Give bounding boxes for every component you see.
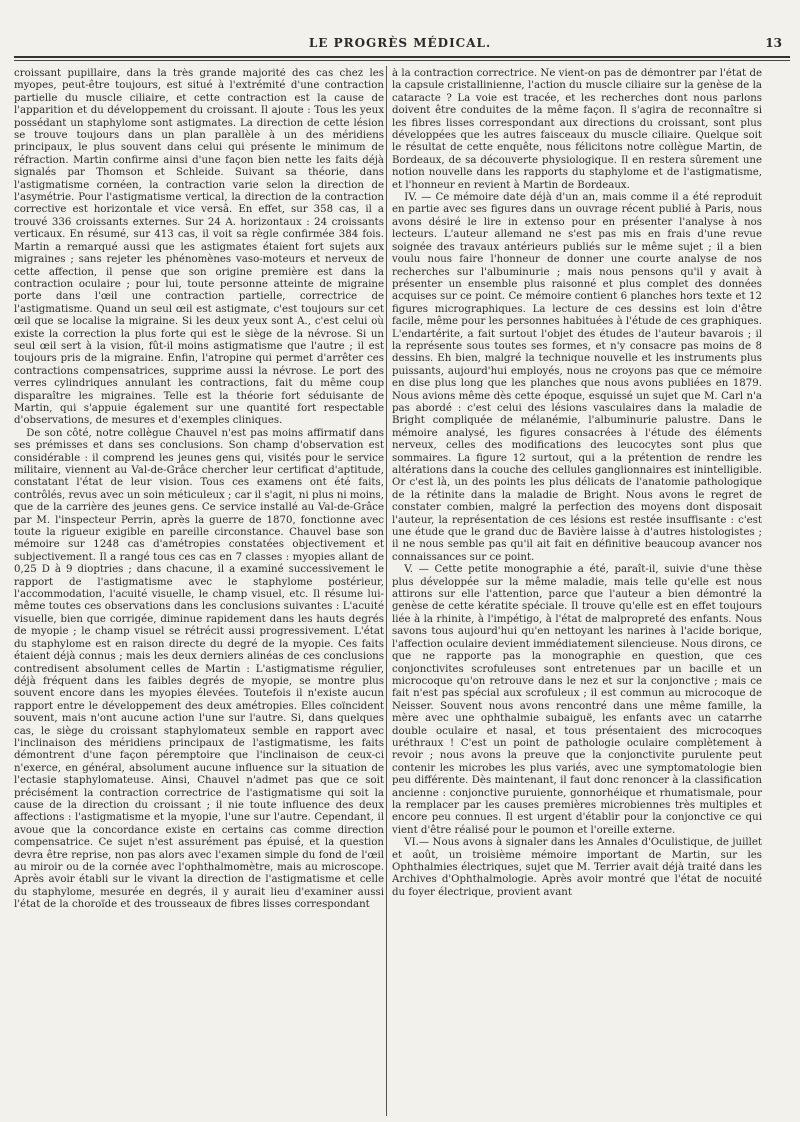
- page-number: 13: [765, 36, 782, 50]
- paragraph: croissant pupillaire, dans la très grande majorité des cas chez les myopes, peut-être toujours, est situé à l'extrémité d'une contraction partielle du muscle ciliaire, et cette contraction est la cause de l'apparition et du développement du croissant. Il ajoute : Tous les yeux possédant un staphylome sont astigmates. La direction de cette lésion se trouve toujours dans un plan parallèle à un des méridiens principaux, le plus souvent dans celui qui présente le minimum de réfraction. Martin confirme ainsi d'une façon bien nette les faits déjà signalés par Thomson et Schleide. Suivant sa théorie, dans l'astigmatisme cornéen, la contraction varie selon la direction de l'asymétrie. Pour l'astigmatisme vertical, la direction de la contraction corrective est horizontale et vice versâ. En effet, sur 358 cas, il a trouvé 336 croissants externes. Sur 24 A. horizontaux : 24 croissants verticaux. En résumé, sur 413 cas, il voit sa règle confirmée 384 fois. Martin a remarqué aussi que les astigmates étaient fort sujets aux migraines ; sans rejeter les phénomènes vaso-moteurs et nerveux de cette affection, il pense que son origine première est dans la contraction oculaire ; pour lui, toute personne atteinte de migraine porte dans l'œil une contraction partielle, correctrice de l'astigmatisme. Quand un seul œil est astigmate, c'est toujours sur cet œil que se localise la migraine. Si les deux yeux sont A., c'est celui où existe la correction la plus forte qui est le siège de la névrose. Si un seul œil sert à la vision, fût-il moins astigmatisme que l'autre ; il est toujours pris de la migraine. Enfin, l'atropine qui permet d'arrêter ces contractions compensatrices, supprime aussi la névrose. Le port des verres cylindriques annulant les contractions, fait du même coup disparaître les migraines. Telle est la théorie fort séduisante de Martin, qui s'appuie également sur une quantité fort respectable d'observations, de mesures et d'exemples cliniques.: [14, 68, 384, 427]
- page-header: [0, 0, 800, 62]
- header-rule-thin: [14, 60, 790, 61]
- paragraph: IV. — Ce mémoire date déjà d'un an, mais comme il a été reproduit en partie avec ses figures dans un ouvrage récent publié à Paris, nous avons désiré le lire in extenso pour en présenter l'analyse à nos lecteurs. L'auteur allemand ne s'est pas mis en frais d'une revue soignée des travaux antérieurs publiés sur le même sujet ; il a bien voulu nous faire l'honneur de donner une courte analyse de nos recherches sur l'albuminurie ; mais nous pensons qu'il y avait à présenter un ensemble plus raisonné et plus complet des données acquises sur ce point. Ce mémoire contient 6 planches hors texte et 12 figures micrographiques. La lecture de ces dessins est loin d'être facile, même pour les personnes habituées à l'étude de ces graphiques. L'endartérite, a fait surtout l'objet des études de l'auteur bavarois ; il la représente sous toutes ses formes, et n'y consacre pas moins de 8 dessins. Eh bien, malgré la technique nouvelle et les instruments plus puissants, aujourd'hui employés, nous ne croyons pas que ce mémoire en dise plus long que les planches que nous avons publiées en 1879. Nous avions même dès cette époque, esquissé un sujet que M. Carl n'a pas abordé : c'est celui des lésions vasculaires dans la maladie de Bright compliquée de mélanémie, l'albuminurie palustre. Dans le mémoire analysé, les figures consacrées à l'étude des éléments nerveux, celles des modifications des leucocytes sont plus que sommaires. La figure 12 surtout, qui a la prétention de rendre les altérations dans la couche des cellules ganglionnaires est inintelligible. Or c'est là, un des points les plus délicats de l'anatomie pathologique de la rétinite dans la maladie de Bright. Nous avons le regret de constater combien, malgré la perfection des moyens dont disposait l'auteur, la représentation de ces lésions est restée insuffisante : c'est une étude que le grand duc de Bavière laisse à d'autres histologistes ; il ne nous semble pas qu'il ait fait en définitive beaucoup avancer nos connaissances sur ce point.: [392, 192, 762, 563]
- column-divider: [386, 66, 387, 1116]
- left-column: [14, 68, 384, 1118]
- journal-title: LE PROGRÈS MÉDICAL.: [308, 36, 492, 50]
- paragraph: à la contraction correctrice. Ne vient-on pas de démontrer par l'état de la capsule cristallinienne, l'action du muscle ciliaire sur la genèse de la cataracte ? La voie est tracée, et les recherches dont nous parlons doivent être conduites de la même façon. Il s'agira de reconnaître si les fibres lisses correspondant aux directions du croissant, sont plus développées que les autres faisceaux du muscle ciliaire. Quelque soit le résultat de cette enquête, nous félicitons notre collègue Martin, de Bordeaux, de sa découverte physiologique. Il en restera sûrement une notion nouvelle dans les rapports du staphylome et de l'astigmatisme, et l'honneur en revient à Martin de Bordeaux.: [392, 68, 762, 191]
- paragraph: V. — Cette petite monographie a été, paraît-il, suivie d'une thèse plus développée sur la même maladie, mais telle qu'elle est nous attirons sur elle l'attention, parce que l'auteur a bien démontré la genèse de cette kératite spéciale. Il trouve qu'elle est en effet toujours liée à la rhinite, à l'impétigo, à l'état de malpropreté des enfants. Nous savons tous aujourd'hui qu'en nettoyant les narines à l'acide borique, l'affection oculaire devient immédiatement silencieuse. Nous dirons, ce que ne rapporte pas la monographie en question, que ces conjonctivites scrofuleuses sont entretenues par un bacille et un microcoque qu'on retrouve dans le nez et sur la conjonctive ; mais ce fait n'est pas spécial aux scrofuleux ; il est commun au microcoque de Neisser. Souvent nous avons rencontré dans une même famille, la mère avec une ophthalmie subaiguë, les enfants avec un catarrhe double oculaire et nasal, et tous présentaient des microcoques uréthraux ! C'est un point de pathologie oculaire complètement à revoir ; nous avons la preuve que la conjonctivite purulente peut contenir les microbes les plus variés, avec une symptomatologie bien peu différente. Dès maintenant, il faut donc renoncer à la classification ancienne : conjonctive puruiente, gonnorhéique et rhumatismale, pour la remplacer par les causes premières microbiennes très multiples et encore peu connues. Il est urgent d'établir pour la conjonctive ce qui vient d'être réalisé pour le poumon et l'oreille externe.: [392, 564, 762, 836]
- header-rule: [14, 56, 790, 58]
- right-column: [392, 68, 762, 1118]
- paragraph: De son côté, notre collègue Chauvel n'est pas moins affirmatif dans ses prémisses et dans ses conclusions. Son champ d'observation est considérable : il comprend les jeunes gens qui, visités pour le service militaire, viennent au Val-de-Grâce chercher leur certificat d'aptitude, constatant l'état de leur vision. Tous ces examens ont été faits, contrôlés, revus avec un soin méticuleux ; car il s'agit, ni plus ni moins, que de la carrière des jeunes gens. Ce service installé au Val-de-Grâce par M. l'inspecteur Perrin, après la guerre de 1870, fonctionne avec toute la rigueur exigible en pareille circonstance. Chauvel base son mémoire sur 1248 cas d'amétropies constatées objectivement et subjectivement. Il a rangé tous ces cas en 7 classes : myopies allant de 0,25 D à 9 dioptries ; dans chacune, il a examiné successivement le rapport de l'astigmatisme avec le staphylome postérieur, l'accommodation, l'acuité visuelle, le champ visuel, etc. Il résume lui-même toutes ces observations dans les conclusions suivantes : L'acuité visuelle, bien que corrigée, diminue rapidement dans les hauts degrés de myopie ; le champ visuel se rétrécit aussi progressivement. L'état du staphylome est en raison directe du degré de la myopie. Ces faits étaient déjà connus ; mais les deux derniers alinéas de ces conclusions contredisent absolument celles de Martin : L'astigmatisme régulier, déjà fréquent dans les faibles degrés de myopie, se montre plus souvent encore dans les myopies élevées. Toutefois il n'existe aucun rapport entre le développement des deux amétropies. Elles coïncident souvent, mais n'ont aucune action l'une sur l'autre. Si, dans quelques cas, le siège du croissant staphylomateux semble en rapport avec l'inclinaison des méridiens principaux de l'astigmatisme, les faits démontrent d'une façon péremptoire que l'inclinaison de ceux-ci n'exerce, en général, absolument aucune influence sur la situation de l'ectasie staphylomateuse. Ainsi, Chauvel n'admet pas que ce soit précisément la contraction correctrice de l'astigmatisme qui soit la cause de la direction du croissant ; il nie toute influence des deux affections : l'astigmatisme et la myopie, l'une sur l'autre. Cependant, il avoue que la concordance existe en certains cas comme direction compensatrice. Ce sujet n'est assurément pas épuisé, et la question devra être reprise, non pas alors avec l'examen simple du fond de l'œil au miroir ou de la cornée avec l'ophthalmomètre, mais au microscope. Après avoir établi sur le vivant la direction de l'astigmatisme et celle du staphylome, mesurée en degrés, il y aurait lieu d'examiner aussi l'état de la choroïde et des trousseaux de fibres lisses correspondant: [14, 427, 384, 911]
- paragraph: VI.— Nous avons à signaler dans les Annales d'Oculistique, de juillet et août, un troisième mémoire important de Martin, sur les Ophthalmies électriques, sujet que M. Terrier avait déjà traité dans les Archives d'Ophthalmologie. Après avoir montré que l'état de nocuité du foyer électrique, provient avant: [392, 837, 762, 898]
